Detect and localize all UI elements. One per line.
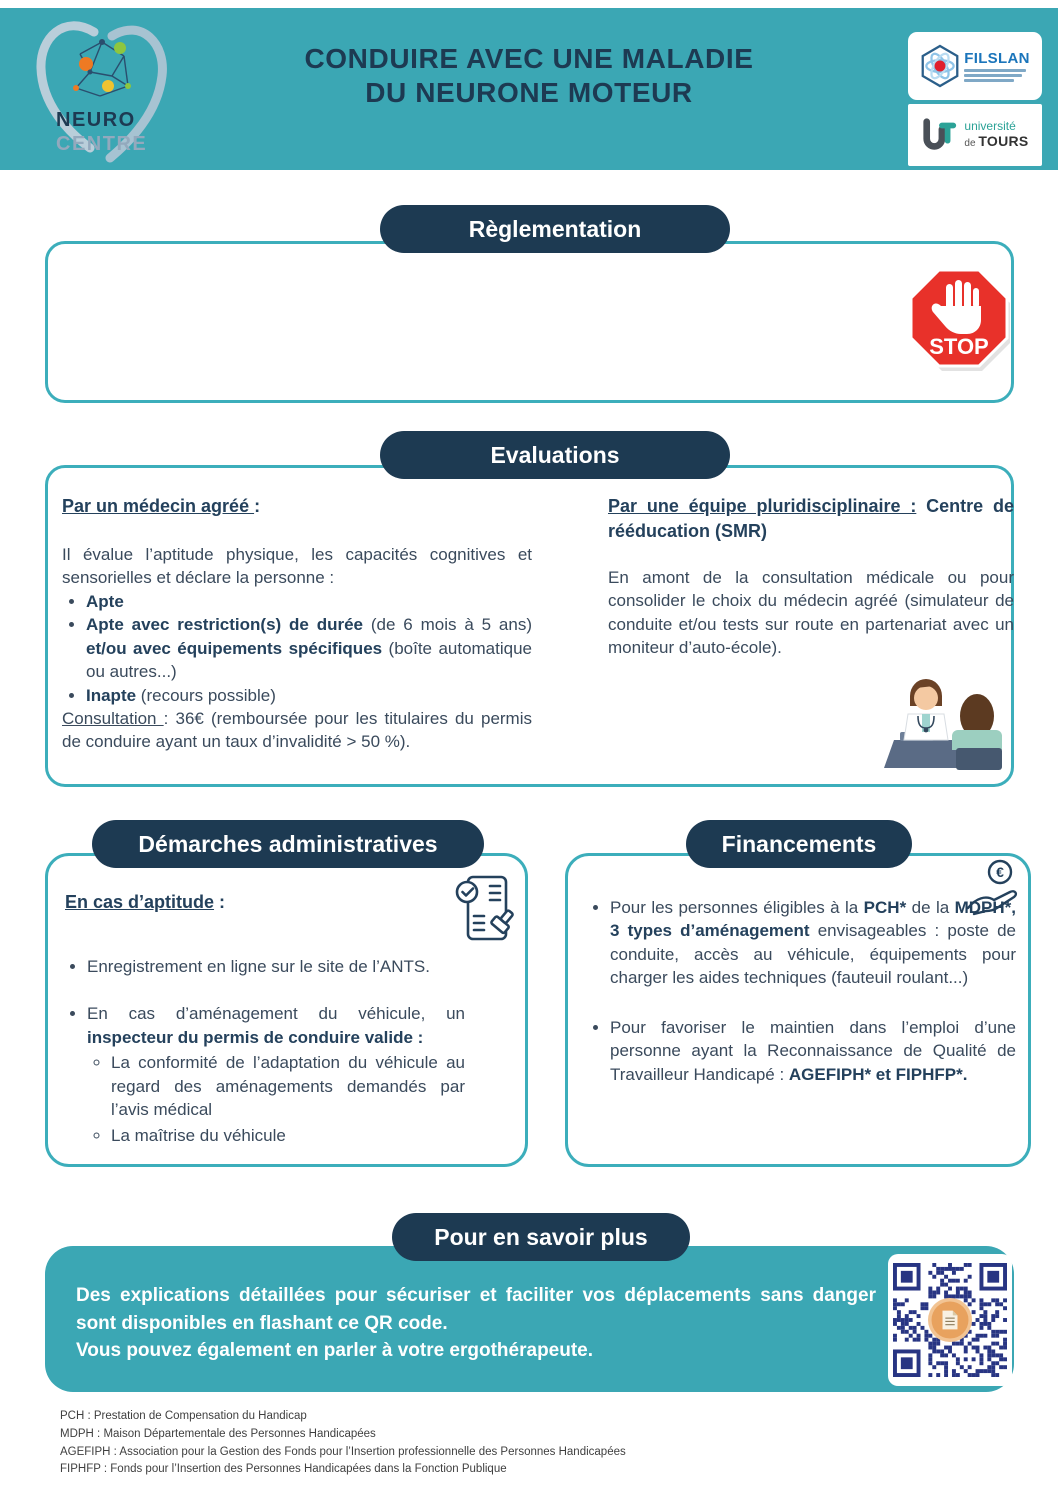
footnote-agefiph: AGEFIPH : Association pour la Gestion des Fonds pour l’Insertion professionnelle des Personnes Handicapées <box>60 1445 626 1458</box>
page-title <box>180 42 878 110</box>
demarches-title-label: Démarches administratives <box>138 830 438 857</box>
financements-item-emploi: • Pour favoriser le maintien dans l’emploi d’une personne ayant la Reconnaissance de Qualité de Travailleur Handicapé : AGEFIPH* et FIPHFP*. <box>610 1016 1016 1086</box>
universite-tours-logo <box>908 104 1042 166</box>
evaluations-left-column <box>62 494 532 754</box>
tours-text <box>964 120 1028 151</box>
demarches-item-amenagement: • En cas d’aménagement du véhicule, un inspecteur du permis de conduire valide : ◦ La conformité de l’adaptation du véhicule au regard des aménagements demandés par l’avis médical ◦ La maîtrise du véhicule <box>87 1002 465 1147</box>
savoir-plus-p1: Des explications détaillées pour sécuriser et faciliter vos déplacements sans danger sont disponibles en flashant ce QR code. <box>76 1285 876 1334</box>
savoir-plus-text <box>76 1282 876 1365</box>
footnote-fiphfp: FIPHFP : Fonds pour l’Insertion des Personnes Handicapées dans la Fonction Publique <box>60 1463 507 1476</box>
medecin-agree-heading: Par un médecin agréé : <box>62 496 261 516</box>
demarches-content <box>65 890 465 1147</box>
neuro-centre-logo <box>28 10 178 168</box>
aptitude-item-apte: • Apte <box>86 590 532 613</box>
financements-title-label: Financements <box>721 830 877 857</box>
aptitude-list <box>86 590 532 707</box>
evaluations-title-label: Evaluations <box>490 441 620 468</box>
sub-item-maitrise: ◦ La maîtrise du véhicule <box>111 1124 465 1147</box>
demarches-list <box>87 955 465 1147</box>
reglementation-title-label: Règlementation <box>468 215 642 242</box>
savoir-plus-p2: Vous pouvez également en parler à votre ergothérapeute. <box>76 1340 594 1362</box>
page-title-line1: CONDUIRE AVEC UNE MALADIE <box>304 43 754 74</box>
savoir-plus-title-label: Pour en savoir plus <box>434 1223 648 1250</box>
ut-monogram-icon <box>921 116 959 154</box>
aptitude-heading: En cas d’aptitude : <box>65 892 226 912</box>
neuro-logo-line1: NEURO <box>56 109 136 131</box>
sub-item-conformite: ◦ La conformité de l’adaptation du véhicule au regard des aménagements demandés par l’avis médical <box>111 1051 465 1121</box>
consultation-note: Consultation : 36€ (remboursée pour les titulaires du permis de conduire ayant un taux d’invalidité > 50 %). <box>62 709 532 752</box>
filslan-name: FILSLAN <box>964 50 1030 67</box>
section-title-evaluations <box>380 431 730 479</box>
filslan-hexagon-icon <box>920 44 960 88</box>
stop-label: STOP <box>929 334 989 359</box>
aptitude-item-inapte: • Inapte (recours possible) <box>86 684 532 707</box>
section-title-savoir-plus <box>392 1213 690 1261</box>
footnotes <box>60 1408 960 1479</box>
equipe-pluridisciplinaire-heading: Par une équipe pluridisciplinaire : Centre de rééducation (SMR) <box>608 496 1014 541</box>
svg-text:€: € <box>996 864 1004 880</box>
reglementation-box <box>45 241 1014 403</box>
financements-content <box>588 896 1016 1086</box>
doctor-consultation-illustration <box>880 668 1010 780</box>
equipe-paragraph: En amont de la consultation médicale ou pour consolider le choix du médecin agréé (simulateur de conduite et/ou tests sur route en partenariat avec un moniteur d’auto-école). <box>608 567 1014 658</box>
qr-code-pattern <box>893 1263 1007 1377</box>
stop-sign-icon <box>903 262 1011 384</box>
inspecteur-sublist <box>111 1051 465 1147</box>
header-band <box>0 8 1058 170</box>
footnote-pch: PCH : Prestation de Compensation du Handicap <box>60 1410 307 1422</box>
financements-item-pch: • Pour les personnes éligibles à la PCH* de la MDPH*, 3 types d’aménagement envisageables : poste de conduite, accès au véhicule, équipements pour charger les aides techniques (fauteuil roulant...) <box>610 896 1016 990</box>
footnote-mdph: MDPH : Maison Départementale des Personnes Handicapées <box>60 1427 376 1440</box>
tours-de-label: de <box>964 137 979 149</box>
evaluations-right-column <box>608 494 1014 659</box>
neuro-logo-line2: CENTRE <box>56 133 148 155</box>
heart-brain-icon <box>28 10 178 168</box>
tours-name-label: TOURS <box>978 132 1029 149</box>
section-title-demarches <box>92 820 484 868</box>
filslan-logo <box>908 32 1042 100</box>
filslan-text <box>964 50 1029 82</box>
financements-list <box>610 896 1016 1086</box>
tours-universite-label: université <box>964 118 1016 133</box>
medecin-intro: Il évalue l’aptitude physique, les capacités cognitives et sensorielles et déclare la personne : <box>62 544 532 588</box>
section-title-financements <box>686 820 912 868</box>
page-title-line2: DU NEURONE MOTEUR <box>365 77 693 109</box>
demarches-item-ants: • Enregistrement en ligne sur le site de l’ANTS. <box>87 955 465 978</box>
filslan-subtext-bars <box>964 67 1029 82</box>
section-title-reglementation <box>380 205 730 253</box>
qr-code <box>888 1254 1012 1386</box>
aptitude-item-restrictions: • Apte avec restriction(s) de durée (de 6 mois à 5 ans) et/ou avec équipements spécifiques (boîte automatique ou autres...) <box>86 613 532 683</box>
